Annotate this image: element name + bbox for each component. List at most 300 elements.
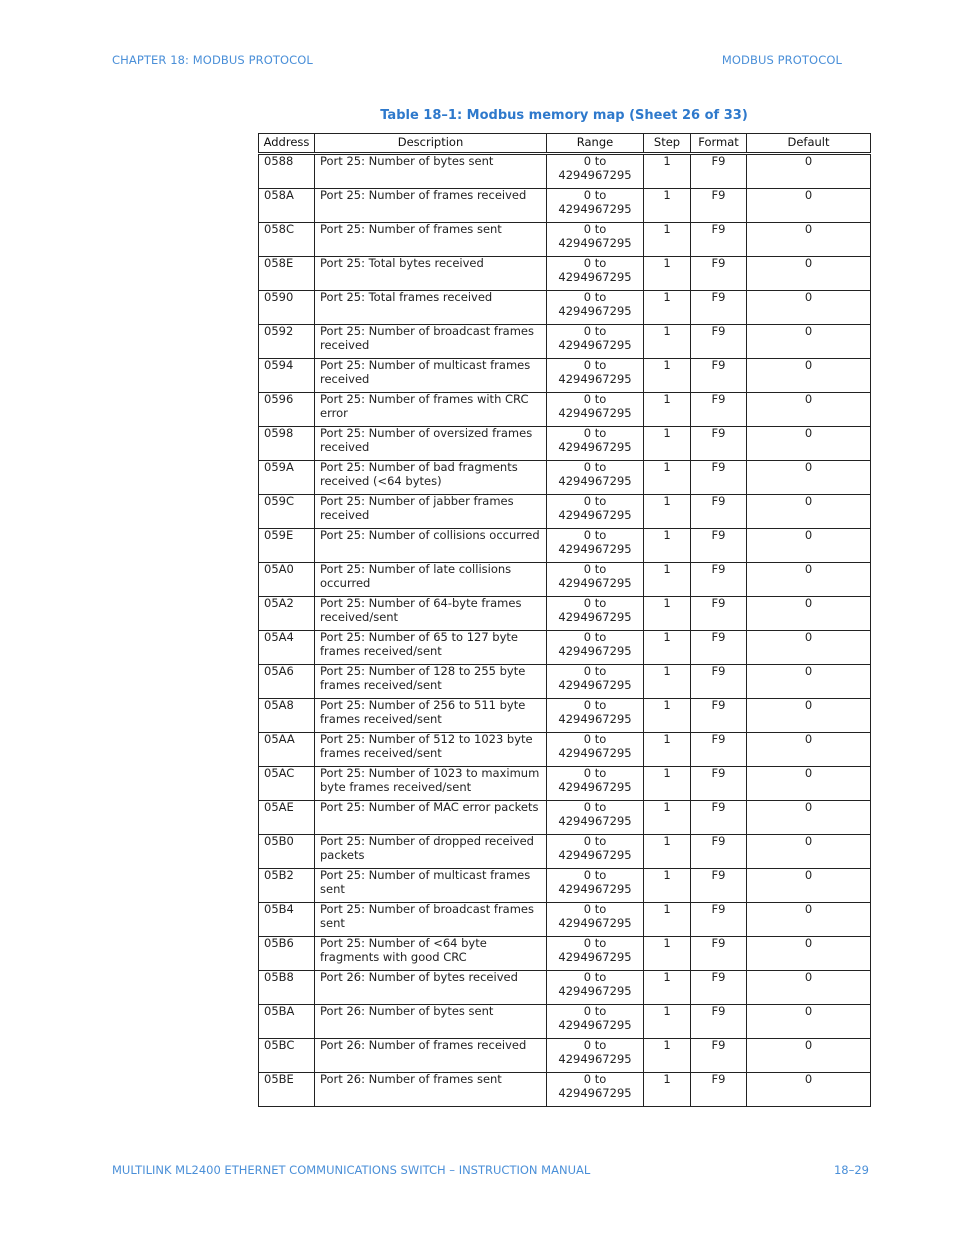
step-cell <box>644 154 691 189</box>
step-cell-text: 1 <box>663 358 671 372</box>
table-row <box>259 699 871 733</box>
range-cell <box>547 529 644 563</box>
range-cell-text: 4294967295 <box>558 745 632 760</box>
range-cell-text: 4294967295 <box>558 677 632 692</box>
address-cell <box>259 835 315 869</box>
format-cell-text: F9 <box>711 902 726 916</box>
table-row <box>259 631 871 665</box>
range-cell <box>547 801 644 835</box>
range-cell <box>547 495 644 529</box>
description-cell <box>315 461 547 495</box>
default-cell <box>747 903 871 937</box>
range-cell-text: 0 to <box>583 970 607 984</box>
range-cell-text: 0 to <box>583 562 607 576</box>
range-cell <box>547 563 644 597</box>
range-cell <box>547 223 644 257</box>
step-cell <box>644 325 691 359</box>
description-cell <box>315 393 547 427</box>
description-cell <box>315 631 547 665</box>
format-cell <box>691 495 747 529</box>
step-cell-text: 1 <box>663 426 671 440</box>
description-cell-text: Port 25: Number of frames with CRC error <box>320 392 529 420</box>
step-cell <box>644 223 691 257</box>
description-cell <box>315 801 547 835</box>
format-cell <box>691 597 747 631</box>
default-cell-text: 0 <box>804 290 813 304</box>
address-cell-text: 059E <box>264 528 294 542</box>
range-cell <box>547 597 644 631</box>
step-cell <box>644 427 691 461</box>
format-cell <box>691 869 747 903</box>
address-cell <box>259 869 315 903</box>
range-cell-text: 0 to <box>583 1038 607 1052</box>
address-cell <box>259 393 315 427</box>
format-cell <box>691 1073 747 1107</box>
description-cell-text: Port 25: Number of bytes sent <box>320 154 494 168</box>
description-cell-text: Port 25: Number of jabber frames received <box>320 494 514 522</box>
range-cell-text: 0 to <box>583 936 607 950</box>
default-cell-text: 0 <box>804 698 813 712</box>
format-cell <box>691 393 747 427</box>
range-cell-text: 4294967295 <box>558 949 632 964</box>
format-cell-text: F9 <box>711 494 726 508</box>
range-cell <box>547 257 644 291</box>
range-cell-text: 4294967295 <box>558 371 632 386</box>
format-cell <box>691 223 747 257</box>
default-cell <box>747 1005 871 1039</box>
default-cell-text: 0 <box>804 392 813 406</box>
address-cell <box>259 699 315 733</box>
description-cell <box>315 665 547 699</box>
format-cell <box>691 937 747 971</box>
address-cell-text: 0594 <box>264 358 294 372</box>
default-cell <box>747 801 871 835</box>
address-cell <box>259 291 315 325</box>
range-cell-text: 4294967295 <box>558 847 632 862</box>
step-cell-text: 1 <box>663 222 671 236</box>
format-cell <box>691 427 747 461</box>
format-cell-text: F9 <box>711 834 726 848</box>
range-cell-text: 4294967295 <box>558 337 632 352</box>
format-cell-text: F9 <box>711 664 726 678</box>
description-cell <box>315 563 547 597</box>
default-cell-text: 0 <box>804 970 813 984</box>
description-cell <box>315 359 547 393</box>
table-row <box>259 563 871 597</box>
range-cell-text: 4294967295 <box>558 235 632 250</box>
range-cell <box>547 427 644 461</box>
address-cell-text: 05AA <box>264 732 295 746</box>
range-cell <box>547 937 644 971</box>
default-cell <box>747 427 871 461</box>
address-cell-text: 0588 <box>264 154 294 168</box>
address-cell-text: 05BA <box>264 1004 295 1018</box>
address-cell-text: 05B2 <box>264 868 294 882</box>
address-cell-text: 059C <box>264 494 294 508</box>
step-cell <box>644 699 691 733</box>
range-cell-text: 0 to <box>583 358 607 372</box>
description-cell <box>315 223 547 257</box>
format-cell-text: F9 <box>711 936 726 950</box>
table-body <box>259 154 871 1107</box>
table-row <box>259 665 871 699</box>
step-cell-text: 1 <box>663 460 671 474</box>
description-cell <box>315 495 547 529</box>
range-cell-text: 0 to <box>583 426 607 440</box>
step-cell <box>644 359 691 393</box>
table-row <box>259 971 871 1005</box>
footer-manual-title: MULTILINK ML2400 ETHERNET COMMUNICATIONS SWITCH – INSTRUCTION MANUAL <box>112 1163 591 1177</box>
format-cell-text: F9 <box>711 1004 726 1018</box>
default-cell-text: 0 <box>804 460 813 474</box>
format-cell <box>691 767 747 801</box>
range-cell-text: 4294967295 <box>558 1085 632 1100</box>
default-cell <box>747 767 871 801</box>
running-header-section: MODBUS PROTOCOL <box>721 53 842 67</box>
table-row <box>259 869 871 903</box>
step-cell-text: 1 <box>663 256 671 270</box>
range-cell-text: 4294967295 <box>558 1017 632 1032</box>
step-cell-text: 1 <box>663 154 671 168</box>
step-cell-text: 1 <box>663 188 671 202</box>
description-cell <box>315 597 547 631</box>
description-cell <box>315 937 547 971</box>
address-cell <box>259 563 315 597</box>
format-cell <box>691 325 747 359</box>
column-header-address: Address <box>259 134 315 154</box>
address-cell <box>259 189 315 223</box>
description-cell-text: Port 25: Number of oversized frames received <box>320 426 533 454</box>
format-cell-text: F9 <box>711 800 726 814</box>
default-cell <box>747 495 871 529</box>
step-cell-text: 1 <box>663 1072 671 1086</box>
description-cell <box>315 971 547 1005</box>
column-header-default: Default <box>747 134 871 154</box>
range-cell <box>547 154 644 189</box>
description-cell <box>315 189 547 223</box>
description-cell <box>315 1039 547 1073</box>
default-cell <box>747 631 871 665</box>
default-cell-text: 0 <box>804 154 813 168</box>
default-cell <box>747 154 871 189</box>
range-cell <box>547 631 644 665</box>
description-cell-text: Port 25: Number of frames received <box>320 188 527 202</box>
step-cell-text: 1 <box>663 630 671 644</box>
step-cell-text: 1 <box>663 698 671 712</box>
table-row <box>259 495 871 529</box>
step-cell-text: 1 <box>663 732 671 746</box>
description-cell-text: Port 25: Number of 64-byte frames received/sent <box>320 596 522 624</box>
default-cell <box>747 937 871 971</box>
address-cell <box>259 733 315 767</box>
address-cell <box>259 427 315 461</box>
default-cell-text: 0 <box>804 256 813 270</box>
description-cell-text: Port 25: Number of multicast frames received <box>320 358 531 386</box>
default-cell-text: 0 <box>804 766 813 780</box>
default-cell-text: 0 <box>804 494 813 508</box>
format-cell <box>691 971 747 1005</box>
description-cell <box>315 257 547 291</box>
modbus-memory-map-table <box>258 133 871 1107</box>
range-cell <box>547 461 644 495</box>
address-cell-text: 0596 <box>264 392 294 406</box>
default-cell <box>747 665 871 699</box>
range-cell <box>547 733 644 767</box>
address-cell <box>259 665 315 699</box>
address-cell <box>259 461 315 495</box>
table-row <box>259 1039 871 1073</box>
column-header-step: Step <box>644 134 691 154</box>
default-cell <box>747 1039 871 1073</box>
range-cell-text: 4294967295 <box>558 541 632 556</box>
address-cell <box>259 903 315 937</box>
format-cell-text: F9 <box>711 188 726 202</box>
table-row <box>259 1073 871 1107</box>
range-cell-text: 0 to <box>583 664 607 678</box>
address-cell-text: 05B0 <box>264 834 294 848</box>
step-cell-text: 1 <box>663 834 671 848</box>
address-cell-text: 05B8 <box>264 970 294 984</box>
step-cell <box>644 1073 691 1107</box>
address-cell <box>259 529 315 563</box>
range-cell-text: 4294967295 <box>558 269 632 284</box>
default-cell <box>747 971 871 1005</box>
default-cell-text: 0 <box>804 222 813 236</box>
format-cell <box>691 733 747 767</box>
format-cell-text: F9 <box>711 528 726 542</box>
range-cell <box>547 1073 644 1107</box>
range-cell-text: 4294967295 <box>558 201 632 216</box>
format-cell-text: F9 <box>711 324 726 338</box>
description-cell-text: Port 25: Number of multicast frames sent <box>320 868 531 896</box>
range-cell-text: 0 to <box>583 290 607 304</box>
default-cell-text: 0 <box>804 528 813 542</box>
range-cell-text: 4294967295 <box>558 575 632 590</box>
address-cell-text: 05A4 <box>264 630 294 644</box>
range-cell-text: 4294967295 <box>558 609 632 624</box>
column-header-format: Format <box>691 134 747 154</box>
address-cell-text: 058E <box>264 256 294 270</box>
step-cell <box>644 1039 691 1073</box>
range-cell-text: 4294967295 <box>558 439 632 454</box>
description-cell <box>315 154 547 189</box>
format-cell-text: F9 <box>711 154 726 168</box>
address-cell-text: 058A <box>264 188 294 202</box>
address-cell <box>259 325 315 359</box>
range-cell <box>547 869 644 903</box>
table-row <box>259 154 871 189</box>
format-cell-text: F9 <box>711 698 726 712</box>
description-cell-text: Port 25: Total frames received <box>320 290 493 304</box>
address-cell-text: 05A6 <box>264 664 294 678</box>
format-cell-text: F9 <box>711 630 726 644</box>
description-cell <box>315 903 547 937</box>
default-cell-text: 0 <box>804 358 813 372</box>
range-cell-text: 4294967295 <box>558 915 632 930</box>
default-cell-text: 0 <box>804 596 813 610</box>
default-cell-text: 0 <box>804 868 813 882</box>
address-cell <box>259 631 315 665</box>
default-cell-text: 0 <box>804 188 813 202</box>
table-header-row <box>259 134 871 154</box>
format-cell <box>691 835 747 869</box>
range-cell-text: 0 to <box>583 596 607 610</box>
range-cell-text: 0 to <box>583 698 607 712</box>
address-cell <box>259 257 315 291</box>
format-cell <box>691 529 747 563</box>
default-cell <box>747 223 871 257</box>
description-cell-text: Port 25: Total bytes received <box>320 256 484 270</box>
default-cell <box>747 529 871 563</box>
range-cell-text: 4294967295 <box>558 303 632 318</box>
default-cell <box>747 563 871 597</box>
format-cell <box>691 257 747 291</box>
default-cell-text: 0 <box>804 902 813 916</box>
description-cell-text: Port 25: Number of 1023 to maximum byte frames received/sent <box>320 766 540 794</box>
range-cell-text: 0 to <box>583 902 607 916</box>
description-cell-text: Port 25: Number of late collisions occurred <box>320 562 512 590</box>
address-cell <box>259 495 315 529</box>
step-cell-text: 1 <box>663 970 671 984</box>
step-cell <box>644 937 691 971</box>
default-cell-text: 0 <box>804 1004 813 1018</box>
range-cell-text: 4294967295 <box>558 643 632 658</box>
format-cell <box>691 1005 747 1039</box>
description-cell <box>315 733 547 767</box>
step-cell <box>644 869 691 903</box>
range-cell <box>547 699 644 733</box>
step-cell <box>644 495 691 529</box>
step-cell <box>644 529 691 563</box>
description-cell-text: Port 26: Number of frames sent <box>320 1072 502 1086</box>
default-cell <box>747 393 871 427</box>
range-cell-text: 0 to <box>583 222 607 236</box>
format-cell-text: F9 <box>711 290 726 304</box>
step-cell <box>644 733 691 767</box>
description-cell <box>315 529 547 563</box>
default-cell-text: 0 <box>804 936 813 950</box>
description-cell <box>315 325 547 359</box>
description-cell-text: Port 26: Number of bytes sent <box>320 1004 494 1018</box>
default-cell <box>747 733 871 767</box>
range-cell-text: 4294967295 <box>558 983 632 998</box>
address-cell-text: 0598 <box>264 426 294 440</box>
range-cell-text: 0 to <box>583 494 607 508</box>
address-cell-text: 05A8 <box>264 698 294 712</box>
format-cell-text: F9 <box>711 1072 726 1086</box>
step-cell <box>644 597 691 631</box>
table-row <box>259 529 871 563</box>
description-cell-text: Port 26: Number of bytes received <box>320 970 518 984</box>
default-cell-text: 0 <box>804 1072 813 1086</box>
format-cell <box>691 189 747 223</box>
step-cell-text: 1 <box>663 902 671 916</box>
format-cell <box>691 563 747 597</box>
address-cell-text: 05A2 <box>264 596 294 610</box>
default-cell <box>747 189 871 223</box>
step-cell <box>644 665 691 699</box>
step-cell-text: 1 <box>663 800 671 814</box>
range-cell-text: 4294967295 <box>558 473 632 488</box>
default-cell-text: 0 <box>804 800 813 814</box>
range-cell-text: 0 to <box>583 154 607 168</box>
default-cell-text: 0 <box>804 732 813 746</box>
description-cell-text: Port 25: Number of broadcast frames sent <box>320 902 534 930</box>
default-cell <box>747 699 871 733</box>
step-cell <box>644 1005 691 1039</box>
address-cell-text: 058C <box>264 222 294 236</box>
range-cell-text: 0 to <box>583 868 607 882</box>
description-cell-text: Port 25: Number of dropped received packets <box>320 834 534 862</box>
format-cell-text: F9 <box>711 868 726 882</box>
format-cell <box>691 665 747 699</box>
table-row <box>259 325 871 359</box>
format-cell-text: F9 <box>711 1038 726 1052</box>
step-cell <box>644 291 691 325</box>
format-cell <box>691 154 747 189</box>
default-cell <box>747 1073 871 1107</box>
format-cell <box>691 291 747 325</box>
range-cell <box>547 189 644 223</box>
step-cell <box>644 393 691 427</box>
range-cell <box>547 359 644 393</box>
range-cell <box>547 971 644 1005</box>
table-row <box>259 937 871 971</box>
default-cell <box>747 291 871 325</box>
step-cell <box>644 903 691 937</box>
description-cell <box>315 427 547 461</box>
range-cell-text: 4294967295 <box>558 813 632 828</box>
step-cell-text: 1 <box>663 868 671 882</box>
range-cell-text: 0 to <box>583 1004 607 1018</box>
address-cell-text: 05AC <box>264 766 295 780</box>
step-cell <box>644 801 691 835</box>
default-cell <box>747 257 871 291</box>
range-cell-text: 0 to <box>583 392 607 406</box>
range-cell-text: 0 to <box>583 732 607 746</box>
table-row <box>259 1005 871 1039</box>
address-cell <box>259 359 315 393</box>
description-cell <box>315 1073 547 1107</box>
default-cell <box>747 461 871 495</box>
address-cell-text: 05BC <box>264 1038 295 1052</box>
default-cell-text: 0 <box>804 1038 813 1052</box>
description-cell <box>315 767 547 801</box>
range-cell-text: 0 to <box>583 630 607 644</box>
description-cell-text: Port 25: Number of 256 to 511 byte frames received/sent <box>320 698 526 726</box>
address-cell <box>259 767 315 801</box>
table-row <box>259 801 871 835</box>
step-cell-text: 1 <box>663 494 671 508</box>
default-cell-text: 0 <box>804 426 813 440</box>
range-cell-text: 4294967295 <box>558 1051 632 1066</box>
format-cell-text: F9 <box>711 392 726 406</box>
address-cell-text: 05B6 <box>264 936 294 950</box>
running-header-chapter: CHAPTER 18: MODBUS PROTOCOL <box>112 53 313 67</box>
range-cell-text: 0 to <box>583 256 607 270</box>
address-cell <box>259 937 315 971</box>
step-cell <box>644 257 691 291</box>
footer-page-number: 18–29 <box>833 1163 869 1177</box>
column-header-range: Range <box>547 134 644 154</box>
address-cell-text: 05A0 <box>264 562 294 576</box>
range-cell <box>547 835 644 869</box>
default-cell <box>747 597 871 631</box>
description-cell <box>315 291 547 325</box>
default-cell <box>747 359 871 393</box>
format-cell-text: F9 <box>711 358 726 372</box>
range-cell-text: 4294967295 <box>558 167 632 182</box>
